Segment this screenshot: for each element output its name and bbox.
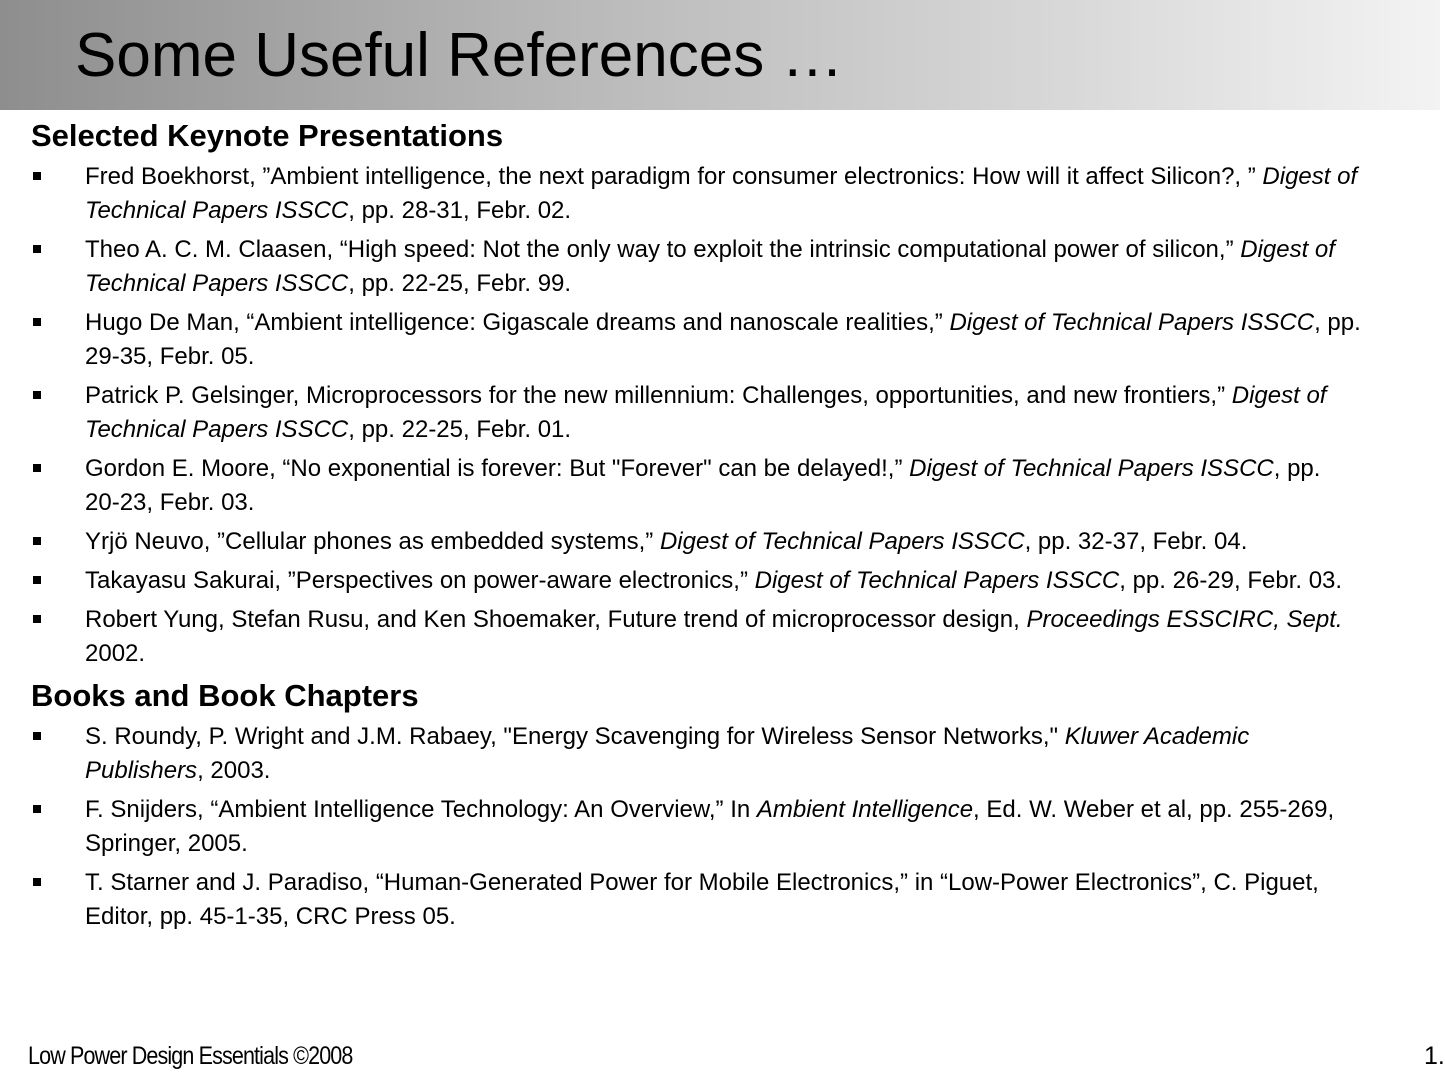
reference-item: Theo A. C. M. Claasen, “High speed: Not the only way to exploit the intrinsic computational power of silicon,” Digest of Technical Papers ISSCC, pp. 22-25, Febr. 99. (31, 233, 1361, 301)
bullet-icon (33, 391, 41, 399)
footer-copyright: Low Power Design Essentials ©2008 (28, 1042, 353, 1070)
reference-item: Patrick P. Gelsinger, Microprocessors for the new millennium: Challenges, opportunities, and new frontiers,” Digest of Technical Papers ISSCC, pp. 22-25, Febr. 01. (31, 379, 1361, 447)
bullet-icon (33, 878, 41, 886)
bullet-icon (33, 464, 41, 472)
bullet-icon (33, 732, 41, 740)
bullet-icon (33, 576, 41, 584)
book-reference-list (31, 720, 1361, 934)
slide-content (31, 116, 1361, 939)
reference-item: Robert Yung, Stefan Rusu, and Ken Shoemaker, Future trend of microprocessor design, Proceedings ESSCIRC, Sept. 2002. (31, 603, 1361, 671)
bullet-icon (33, 245, 41, 253)
bullet-icon (33, 318, 41, 326)
reference-item: S. Roundy, P. Wright and J.M. Rabaey, "Energy Scavenging for Wireless Sensor Networks," Kluwer Academic Publishers, 2003. (31, 720, 1361, 788)
bullet-icon (33, 615, 41, 623)
slide-title: Some Useful References … (75, 21, 844, 90)
reference-item: T. Starner and J. Paradiso, “Human-Generated Power for Mobile Electronics,” in “Low-Power Electronics”, C. Piguet, Editor, pp. 45-1-35, CRC Press 05. (31, 866, 1361, 934)
reference-item: Takayasu Sakurai, ”Perspectives on power-aware electronics,” Digest of Technical Papers ISSCC, pp. 26-29, Febr. 03. (31, 564, 1361, 598)
section-heading-books: Books and Book Chapters (31, 678, 419, 713)
reference-item: Yrjö Neuvo, ”Cellular phones as embedded systems,” Digest of Technical Papers ISSCC, pp. 32-37, Febr. 04. (31, 525, 1361, 559)
bullet-icon (33, 172, 41, 180)
reference-item: Fred Boekhorst, ”Ambient intelligence, the next paradigm for consumer electronics: How will it affect Silicon?, ” Digest of Technical Papers ISSCC, pp. 28-31, Febr. 02. (31, 160, 1361, 228)
bullet-icon (33, 805, 41, 813)
title-bar (0, 0, 1440, 110)
keynote-reference-list (31, 160, 1361, 671)
slide-number: 1. (1424, 1042, 1445, 1070)
reference-item: F. Snijders, “Ambient Intelligence Technology: An Overview,” In Ambient Intelligence, Ed. W. Weber et al, pp. 255-269, Springer, 2005. (31, 793, 1361, 861)
bullet-icon (33, 537, 41, 545)
section-heading-keynotes: Selected Keynote Presentations (31, 118, 504, 153)
reference-item: Gordon E. Moore, “No exponential is forever: But "Forever" can be delayed!,” Digest of Technical Papers ISSCC, pp. 20-23, Febr. 03. (31, 452, 1361, 520)
reference-item: Hugo De Man, “Ambient intelligence: Gigascale dreams and nanoscale realities,” Digest of Technical Papers ISSCC, pp. 29-35, Febr. 05. (31, 306, 1361, 374)
